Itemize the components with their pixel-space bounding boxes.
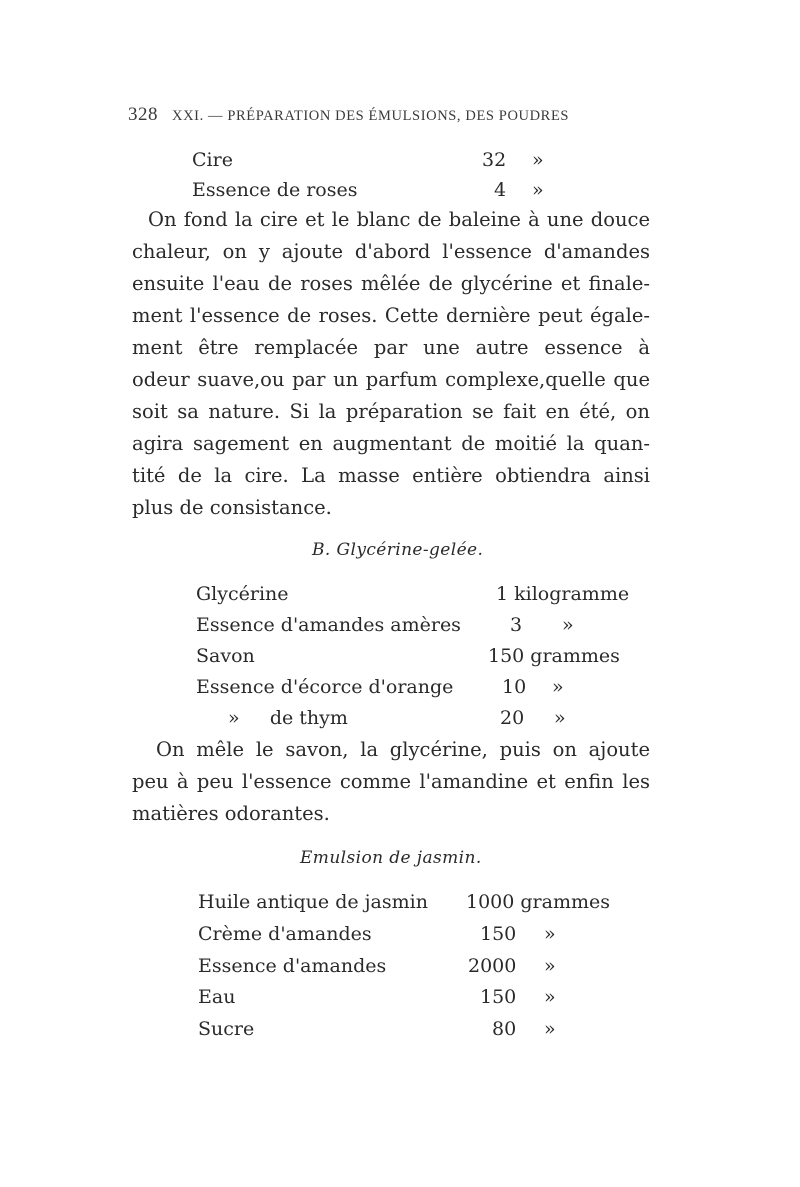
ingredient-name: » de thym <box>228 707 348 729</box>
paragraph-line: tité de la cire. La masse entière obtiendra ainsi <box>132 464 650 487</box>
ingredient-quantity: 1 kilogramme <box>496 583 630 605</box>
ingredient-name: Crème d'amandes <box>198 923 372 945</box>
ingredient-quantity: 2000 <box>468 955 517 977</box>
ingredient-row <box>198 983 638 1011</box>
ingredient-name: Essence d'écorce d'orange <box>196 676 454 698</box>
ingredient-name: Sucre <box>198 1018 255 1040</box>
ingredient-quantity: 10 <box>502 676 527 698</box>
paragraph-line: chaleur, on y ajoute d'abord l'essence d'amandes <box>132 240 650 263</box>
paragraph-line: plus de consistance. <box>132 496 332 519</box>
ingredient-row <box>228 704 656 732</box>
page-number: 328 <box>128 104 158 125</box>
ingredient-name: Huile antique de jasmin <box>198 891 428 913</box>
paragraph-line: On mêle le savon, la glycérine, puis on ajoute <box>156 738 650 761</box>
paragraph-line: ment être remplacée par une autre essence à <box>132 336 650 359</box>
ingredient-unit: » <box>554 707 566 729</box>
ingredient-quantity: 150 <box>480 923 517 945</box>
ingredient-unit: » <box>532 179 544 201</box>
paragraph-line: agira sagement en augmentant de moitié la quan- <box>132 432 650 455</box>
ingredient-name: Cire <box>192 149 233 171</box>
ingredient-name: Glycérine <box>196 583 289 605</box>
paragraph-line: soit sa nature. Si la préparation se fait en été, on <box>132 400 650 423</box>
ingredient-name: Essence de roses <box>192 179 358 201</box>
ingredient-quantity: 150 <box>480 986 517 1008</box>
ingredient-quantity: 80 <box>492 1018 517 1040</box>
ingredient-unit: » <box>532 149 544 171</box>
paragraph-line: ensuite l'eau de roses mêlée de glycérine et finale- <box>132 272 650 295</box>
paragraph-line: peu à peu l'essence comme l'amandine et enfin les <box>132 770 650 793</box>
section-heading: Emulsion de jasmin. <box>300 848 482 868</box>
ingredient-row <box>196 580 656 608</box>
ingredient-quantity: 20 <box>500 707 525 729</box>
ingredient-row <box>196 642 656 670</box>
ingredient-unit: » <box>552 676 564 698</box>
ingredient-quantity: 1000 grammes <box>466 891 610 913</box>
running-title: XXI. — PRÉPARATION DES ÉMULSIONS, DES POUDRES <box>172 108 570 124</box>
paragraph-line: odeur suave,ou par un parfum complexe,quelle que <box>132 368 650 391</box>
ingredient-row <box>192 176 592 204</box>
ingredient-row <box>196 611 656 639</box>
ingredient-quantity: 32 <box>482 149 507 171</box>
section-heading: B. Glycérine-gelée. <box>312 540 484 560</box>
ingredient-unit: » <box>544 923 556 945</box>
ingredient-name: Savon <box>196 645 255 667</box>
ingredient-row <box>196 673 656 701</box>
ingredient-row <box>198 920 638 948</box>
paragraph-line: On fond la cire et le blanc de baleine à une douce <box>148 208 650 231</box>
ingredient-quantity: 3 <box>510 614 523 636</box>
ingredient-unit: » <box>544 955 556 977</box>
ingredient-row <box>192 146 592 174</box>
ingredient-name: Eau <box>198 986 236 1008</box>
ingredient-unit: » <box>562 614 574 636</box>
ingredient-row <box>198 952 638 980</box>
paragraph-line: ment l'essence de roses. Cette dernière peut égale- <box>132 304 650 327</box>
ingredient-name: Essence d'amandes <box>198 955 387 977</box>
running-head <box>128 104 628 126</box>
ingredient-row <box>198 888 638 916</box>
ingredient-quantity: 4 <box>494 179 507 201</box>
ingredient-unit: » <box>544 1018 556 1040</box>
paragraph-line: matières odorantes. <box>132 802 330 825</box>
ingredient-quantity: 150 grammes <box>488 645 620 667</box>
ingredient-row <box>198 1015 638 1043</box>
ingredient-unit: » <box>544 986 556 1008</box>
ingredient-name: Essence d'amandes amères <box>196 614 461 636</box>
